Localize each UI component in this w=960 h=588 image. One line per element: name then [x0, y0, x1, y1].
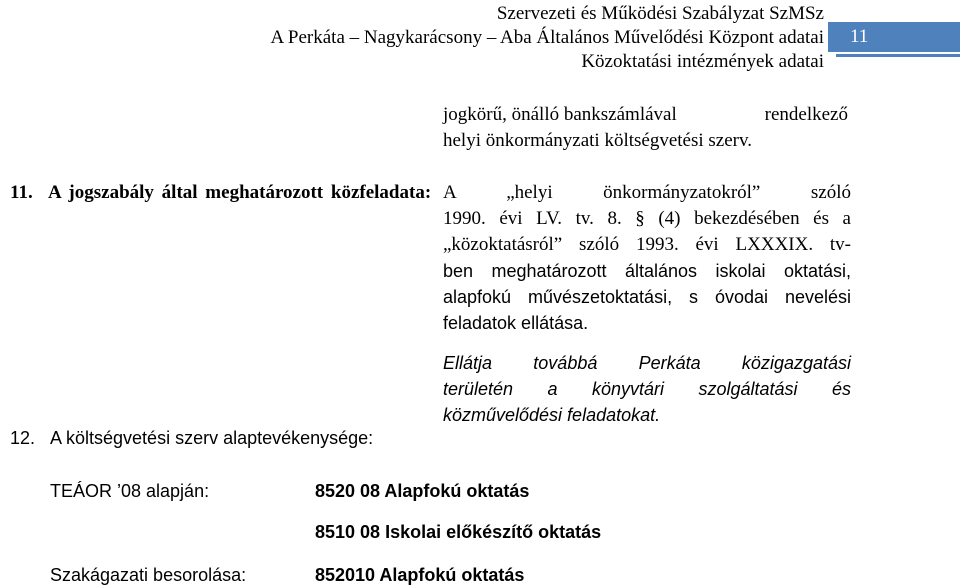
teaor-item: 8510 08 Iskolai előkészítő oktatás	[315, 522, 602, 542]
continuation-line-2: helyi önkormányzati költségvetési szerv.	[443, 130, 753, 151]
section-11-extra-line: Ellátja továbbá Perkáta közigazgatási	[443, 353, 851, 373]
section-11-line-last: feladatok ellátása.	[443, 313, 589, 333]
section-11-extra	[443, 350, 851, 402]
section-11-line: ben meghatározott általános iskolai oktatási,	[443, 261, 851, 281]
section-11-line: alapfokú művészetoktatási, s óvodai nevelési	[443, 287, 851, 307]
teaor-item: 8520 08 Alapfokú oktatás	[315, 481, 530, 501]
section-12-number: 12.	[10, 428, 36, 448]
section-11-line: A „helyi önkormányzatokról” szóló	[443, 182, 851, 203]
section-11-text	[443, 180, 851, 310]
header-subtitle: A Perkáta – Nagykarácsony – Aba Általános Művelődési Központ adatai	[270, 27, 824, 48]
szakagazati-value: 852010 Alapfokú oktatás	[315, 565, 525, 585]
section-11-label: A jogszabály által meghatározott közfeladata:	[48, 182, 432, 203]
page-number: 11	[828, 22, 960, 52]
header-title: Szervezeti és Működési Szabályzat SzMSz	[496, 3, 824, 24]
szakagazati-label: Szakágazati besorolása:	[50, 565, 247, 585]
section-11-extra-line: területén a könyvtári szolgáltatási és	[443, 379, 851, 399]
header-rule	[836, 54, 960, 57]
section-11-extra-last: közművelődési feladatokat.	[443, 405, 661, 425]
teaor-label: TEÁOR ’08 alapján:	[50, 481, 210, 501]
section-12-label: A költségvetési szerv alaptevékenysége:	[50, 428, 374, 448]
continuation-line-1a: jogkörű, önálló bankszámlával	[443, 104, 677, 125]
continuation-line-1b: rendelkező	[764, 104, 848, 125]
section-11-number: 11.	[10, 182, 33, 203]
section-11-line: 1990. évi LV. tv. 8. § (4) bekezdésében és a	[443, 208, 851, 229]
header-section: Közoktatási intézmények adatai	[581, 51, 824, 72]
section-11-line: „közoktatásról” szóló 1993. évi LXXXIX. tv-	[443, 234, 851, 255]
